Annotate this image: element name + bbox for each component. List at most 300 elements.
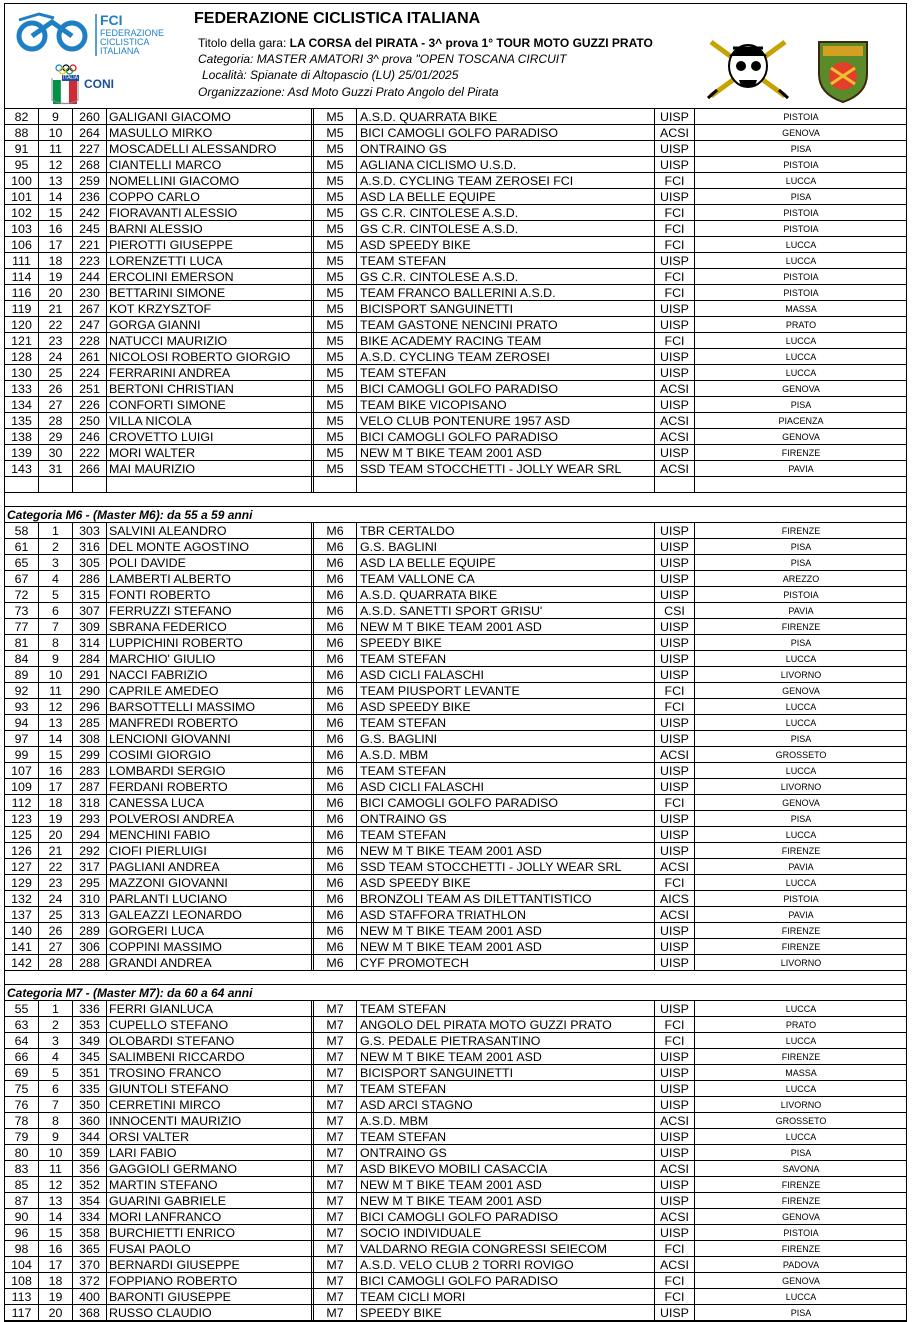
bib-number-cell: 289 [73,923,107,939]
category-position-cell: 20 [39,1305,73,1321]
bib-number-cell: 356 [73,1161,107,1177]
overall-position-cell: 120 [5,317,39,333]
overall-position-cell: 143 [5,461,39,477]
table-row [5,635,906,651]
overall-position-cell: 69 [5,1065,39,1081]
entity-cell: FCI [655,1033,695,1049]
rider-name-cell: BARNI ALESSIO [107,221,314,237]
bib-number-cell: 224 [73,365,107,381]
category-class-cell: M7 [314,1257,357,1273]
category-position-cell: 21 [39,843,73,859]
overall-position-cell: 95 [5,157,39,173]
team-name-cell: ASD CICLI FALASCHI [357,779,655,795]
rider-name-cell: FUSAI PAOLO [107,1241,314,1257]
rider-name-cell: BARONTI GIUSEPPE [107,1289,314,1305]
province-cell: PISA [790,144,812,154]
province-cell: LUCCA [785,256,817,266]
bib-number-cell: 259 [73,173,107,189]
rider-name-cell: GORGERI LUCA [107,923,314,939]
category-position-cell: 12 [39,157,73,173]
entity-cell: FCI [655,1273,695,1289]
category-class-cell: M6 [314,539,357,555]
bib-number-cell: 223 [73,253,107,269]
rider-name-cell: MAZZONI GIOVANNI [107,875,314,891]
fci-logo-line3: ITALIANA [100,46,140,56]
pirate-skull-logo [705,34,791,104]
bib-number-cell: 266 [73,461,107,477]
rider-name-cell: GIUNTOLI STEFANO [107,1081,314,1097]
rider-name-cell: CIANTELLI MARCO [107,157,314,173]
category-class-cell: M6 [314,891,357,907]
rider-name-cell: POLI DAVIDE [107,555,314,571]
category-position-cell: 11 [39,1161,73,1177]
table-row [5,173,906,189]
table-row [5,715,906,731]
rider-name-cell: LORENZETTI LUCA [107,253,314,269]
category-position-cell: 17 [39,1257,73,1273]
category-class-cell: M6 [314,731,357,747]
category-position-cell: 19 [39,1289,73,1305]
category-position-cell: 3 [39,1033,73,1049]
table-row [5,237,906,253]
rider-name-cell: FERRUZZI STEFANO [107,603,314,619]
bib-number-cell: 228 [73,333,107,349]
category-class-cell: M5 [314,317,357,333]
category-class-cell: M7 [314,1289,357,1305]
entity-cell: UISP [655,955,695,971]
race-title: LA CORSA del PIRATA - 3^ prova 1° TOUR MOTO GUZZI PRATO [289,36,653,50]
entity-cell: FCI [655,237,695,253]
table-row [5,1049,906,1065]
entity-cell: ACSI [655,461,695,477]
category-class-cell: M5 [314,445,357,461]
table-row [5,109,906,125]
overall-position-cell: 132 [5,891,39,907]
rider-name-cell: COSIMI GIORGIO [107,747,314,763]
team-name-cell: ASD ARCI STAGNO [357,1097,655,1113]
province-cell: GENOVA [782,128,820,138]
team-name-cell: G.S. PEDALE PIETRASANTINO [357,1033,655,1049]
province-cell: PISTOIA [783,208,819,218]
category-class-cell: M5 [314,429,357,445]
overall-position-cell: 103 [5,221,39,237]
overall-position-cell: 73 [5,603,39,619]
category-position-cell: 11 [39,141,73,157]
team-name-cell: ONTRAINO GS [357,811,655,827]
rider-name-cell: NATUCCI MAURIZIO [107,333,314,349]
province-cell: PISTOIA [783,894,819,904]
province-cell: PISTOIA [783,288,819,298]
province-cell: PISA [790,192,812,202]
overall-position-cell: 119 [5,301,39,317]
table-row [5,301,906,317]
overall-position-cell: 97 [5,731,39,747]
province-cell: FIRENZE [781,1244,821,1254]
team-name-cell: ASD SPEEDY BIKE [357,699,655,715]
rider-name-cell: MAI MAURIZIO [107,461,314,477]
table-row [5,1065,906,1081]
entity-cell: UISP [655,157,695,173]
bib-number-cell: 299 [73,747,107,763]
category-position-cell: 15 [39,747,73,763]
overall-position-cell: 135 [5,413,39,429]
table-row [5,891,906,907]
overall-position-cell: 92 [5,683,39,699]
entity-cell: UISP [655,811,695,827]
table-row [5,285,906,301]
table-row [5,429,906,445]
category-class-cell: M5 [314,205,357,221]
entity-cell: UISP [655,189,695,205]
rider-name-cell: PAGLIANI ANDREA [107,859,314,875]
bib-number-cell: 246 [73,429,107,445]
bib-number-cell: 285 [73,715,107,731]
entity-cell: UISP [655,523,695,539]
overall-position-cell: 88 [5,125,39,141]
rider-name-cell: FERRARINI ANDREA [107,365,314,381]
team-name-cell: ASD SPEEDY BIKE [357,237,655,253]
category-class-cell: M6 [314,923,357,939]
bib-number-cell: 286 [73,571,107,587]
rider-name-cell: MANFREDI ROBERTO [107,715,314,731]
overall-position-cell: 87 [5,1193,39,1209]
category-position-cell: 9 [39,1129,73,1145]
entity-cell: UISP [655,779,695,795]
category-class-cell: M7 [314,1097,357,1113]
category-class-cell: M5 [314,461,357,477]
category-class-cell: M7 [314,1113,357,1129]
entity-cell: UISP [655,445,695,461]
rider-name-cell: FERDANI ROBERTO [107,779,314,795]
overall-position-cell: 104 [5,1257,39,1273]
rider-name-cell: CONFORTI SIMONE [107,397,314,413]
rider-name-cell: CERRETINI MIRCO [107,1097,314,1113]
team-name-cell: SPEEDY BIKE [357,635,655,651]
category-class-cell: M6 [314,827,357,843]
document-header [4,3,907,109]
bib-number-cell: 358 [73,1225,107,1241]
rider-name-cell: PARLANTI LUCIANO [107,891,314,907]
category-position-cell: 10 [39,1145,73,1161]
table-row [5,269,906,285]
table-row [5,827,906,843]
province-cell: LUCCA [785,766,817,776]
table-row [5,763,906,779]
team-name-cell: TEAM GASTONE NENCINI PRATO [357,317,655,333]
bib-number-cell: 296 [73,699,107,715]
results-table [4,109,907,1322]
team-name-cell: A.S.D. SANETTI SPORT GRISU' [357,603,655,619]
category-class-cell: M7 [314,1225,357,1241]
overall-position-cell: 108 [5,1273,39,1289]
table-row [5,1193,906,1209]
team-name-cell: ASD CICLI FALASCHI [357,667,655,683]
entity-cell: FCI [655,205,695,221]
bib-number-cell: 349 [73,1033,107,1049]
team-name-cell: TEAM STEFAN [357,1129,655,1145]
category-class-cell: M6 [314,683,357,699]
entity-cell: UISP [655,1049,695,1065]
rider-name-cell: OLOBARDI STEFANO [107,1033,314,1049]
table-row [5,1273,906,1289]
team-name-cell: SOCIO INDIVIDUALE [357,1225,655,1241]
category-class-cell: M6 [314,571,357,587]
entity-cell: UISP [655,397,695,413]
entity-cell [655,477,695,493]
province-cell: GENOVA [782,1276,820,1286]
fci-logo-acronym: FCI [100,12,123,28]
category-position-cell: 19 [39,269,73,285]
overall-position-cell: 111 [5,253,39,269]
province-cell: LUCCA [785,240,817,250]
entity-cell: FCI [655,285,695,301]
rider-name-cell: CAPRILE AMEDEO [107,683,314,699]
overall-position-cell: 142 [5,955,39,971]
rider-name-cell: MORI WALTER [107,445,314,461]
category-position-cell [39,477,73,493]
overall-position-cell: 106 [5,237,39,253]
overall-position-cell: 141 [5,939,39,955]
overall-position-cell: 133 [5,381,39,397]
category-position-cell: 17 [39,237,73,253]
rider-name-cell: GORGA GIANNI [107,317,314,333]
overall-position-cell: 64 [5,1033,39,1049]
team-name-cell: BICI CAMOGLI GOLFO PARADISO [357,125,655,141]
category-position-cell: 1 [39,1001,73,1017]
bib-number-cell: 400 [73,1289,107,1305]
overall-position-cell: 112 [5,795,39,811]
province-cell: LIVORNO [780,670,822,680]
team-name-cell: TEAM PIUSPORT LEVANTE [357,683,655,699]
category-position-cell: 15 [39,205,73,221]
province-cell: PRATO [785,1020,817,1030]
entity-cell: FCI [655,1241,695,1257]
overall-position-cell: 100 [5,173,39,189]
province-cell: PISA [790,542,812,552]
category-class-cell: M5 [314,333,357,349]
rider-name-cell: FERRI GIANLUCA [107,1001,314,1017]
team-name-cell: NEW M T BIKE TEAM 2001 ASD [357,1193,655,1209]
category-position-cell: 10 [39,667,73,683]
bib-number-cell: 350 [73,1097,107,1113]
team-name-cell: G.S. BAGLINI [357,539,655,555]
entity-cell: ACSI [655,1113,695,1129]
category-position-cell: 18 [39,253,73,269]
team-name-cell: VALDARNO REGIA CONGRESSI SEIECOM [357,1241,655,1257]
table-row [5,699,906,715]
category-class-cell: M7 [314,1305,357,1321]
overall-position-cell: 66 [5,1049,39,1065]
category-position-cell: 5 [39,1065,73,1081]
moto-guzzi-badge-logo [813,34,873,104]
table-row [5,571,906,587]
province-cell: GROSSETO [775,1116,827,1126]
bib-number-cell: 345 [73,1049,107,1065]
table-row-empty [5,477,906,493]
bib-number-cell: 261 [73,349,107,365]
bib-number-cell: 354 [73,1193,107,1209]
rider-name-cell: LUPPICHINI ROBERTO [107,635,314,651]
team-name-cell: TEAM STEFAN [357,253,655,269]
rider-name-cell: RUSSO CLAUDIO [107,1305,314,1321]
category-class-cell: M6 [314,811,357,827]
bib-number-cell: 294 [73,827,107,843]
entity-cell: UISP [655,1145,695,1161]
entity-cell: UISP [655,317,695,333]
table-row [5,1129,906,1145]
category-class-cell: M6 [314,843,357,859]
category-heading: Categoria M6 - (Master M6): da 55 a 59 anni [5,507,906,523]
province-cell: FIRENZE [781,1180,821,1190]
bib-number-cell: 313 [73,907,107,923]
overall-position-cell: 130 [5,365,39,381]
table-row [5,523,906,539]
category-position-cell: 14 [39,1209,73,1225]
rider-name-cell: CIOFI PIERLUIGI [107,843,314,859]
category-position-cell: 4 [39,571,73,587]
bib-number-cell: 360 [73,1113,107,1129]
entity-cell: UISP [655,301,695,317]
category-class-cell: M6 [314,555,357,571]
entity-cell: UISP [655,763,695,779]
fci-logo-line2: CICLISTICA [100,37,150,47]
entity-cell: ACSI [655,413,695,429]
bib-number-cell: 336 [73,1001,107,1017]
bib-number-cell: 260 [73,109,107,125]
category-class-cell: M7 [314,1081,357,1097]
province-cell: LIVORNO [780,958,822,968]
rider-name-cell: ERCOLINI EMERSON [107,269,314,285]
bib-number-cell: 295 [73,875,107,891]
overall-position-cell: 102 [5,205,39,221]
bib-number-cell: 227 [73,141,107,157]
bib-number-cell: 221 [73,237,107,253]
team-name-cell: BIKE ACADEMY RACING TEAM [357,333,655,349]
team-name-cell: BICI CAMOGLI GOLFO PARADISO [357,429,655,445]
table-row [5,731,906,747]
category-position-cell: 31 [39,461,73,477]
entity-cell: UISP [655,1305,695,1321]
table-row [5,1113,906,1129]
team-name-cell: BICI CAMOGLI GOLFO PARADISO [357,1273,655,1289]
team-name-cell: TEAM STEFAN [357,827,655,843]
overall-position-cell: 99 [5,747,39,763]
overall-position-cell: 82 [5,109,39,125]
province-cell: LUCCA [785,336,817,346]
category-position-cell: 18 [39,1273,73,1289]
italia-label: ITALIA [63,75,78,81]
province-cell: PAVIA [788,464,814,474]
overall-position-cell: 63 [5,1017,39,1033]
entity-cell: UISP [655,1097,695,1113]
table-row [5,205,906,221]
overall-position-cell: 78 [5,1113,39,1129]
entity-cell: FCI [655,173,695,189]
bib-number-cell: 230 [73,285,107,301]
entity-cell: FCI [655,221,695,237]
table-row [5,125,906,141]
category-class-cell: M5 [314,349,357,365]
table-row [5,1097,906,1113]
rider-name-cell: VILLA NICOLA [107,413,314,429]
entity-cell: FCI [655,1289,695,1305]
province-cell: FIRENZE [781,622,821,632]
province-cell: LUCCA [785,1292,817,1302]
province-cell: MASSA [785,304,817,314]
category-position-cell: 12 [39,1177,73,1193]
table-row [5,587,906,603]
category-position-cell: 13 [39,173,73,189]
entity-cell: UISP [655,349,695,365]
entity-cell: ACSI [655,429,695,445]
province-cell: LIVORNO [780,1100,822,1110]
category-position-cell: 22 [39,859,73,875]
team-name-cell: A.S.D. QUARRATA BIKE [357,109,655,125]
rider-name-cell: MARCHIO' GIULIO [107,651,314,667]
category-class-cell: M7 [314,1193,357,1209]
table-row [5,811,906,827]
province-cell: PAVIA [788,606,814,616]
rider-name-cell: GUARINI GABRIELE [107,1193,314,1209]
province-cell: PISTOIA [783,272,819,282]
bib-number-cell: 291 [73,667,107,683]
bib-number-cell: 236 [73,189,107,205]
table-row [5,397,906,413]
category-position-cell: 8 [39,635,73,651]
category-position-cell: 9 [39,109,73,125]
category-position-cell: 27 [39,397,73,413]
bib-number-cell: 315 [73,587,107,603]
province-cell: LUCCA [785,352,817,362]
category-position-cell: 16 [39,221,73,237]
overall-position-cell: 67 [5,571,39,587]
province-cell: PADOVA [782,1260,820,1270]
bib-number-cell: 344 [73,1129,107,1145]
team-name-cell: TEAM STEFAN [357,763,655,779]
overall-position-cell: 83 [5,1161,39,1177]
category-class-cell: M5 [314,365,357,381]
category-class-cell: M6 [314,523,357,539]
category-position-cell: 2 [39,1017,73,1033]
bib-number-cell: 268 [73,157,107,173]
bib-number-cell: 314 [73,635,107,651]
category-class-cell: M7 [314,1017,357,1033]
province-cell: LUCCA [785,718,817,728]
category-position-cell: 13 [39,715,73,731]
category-class-cell: M6 [314,635,357,651]
category-position-cell: 6 [39,603,73,619]
team-name-cell: SSD TEAM STOCCHETTI - JOLLY WEAR SRL [357,859,655,875]
overall-position-cell: 96 [5,1225,39,1241]
category-position-cell: 22 [39,317,73,333]
overall-position-cell: 72 [5,587,39,603]
province-cell: AREZZO [782,574,820,584]
overall-position-cell: 129 [5,875,39,891]
overall-position-cell: 58 [5,523,39,539]
entity-cell: ACSI [655,907,695,923]
bib-number-cell: 351 [73,1065,107,1081]
category-class-cell: M5 [314,301,357,317]
category-position-cell: 6 [39,1081,73,1097]
entity-cell: UISP [655,1065,695,1081]
rider-name-cell: PIEROTTI GIUSEPPE [107,237,314,253]
rider-name-cell: CROVETTO LUIGI [107,429,314,445]
category-class-cell: M7 [314,1049,357,1065]
overall-position-cell: 107 [5,763,39,779]
category-class-cell: M6 [314,715,357,731]
team-name-cell: ANGOLO DEL PIRATA MOTO GUZZI PRATO [357,1017,655,1033]
entity-cell: UISP [655,827,695,843]
